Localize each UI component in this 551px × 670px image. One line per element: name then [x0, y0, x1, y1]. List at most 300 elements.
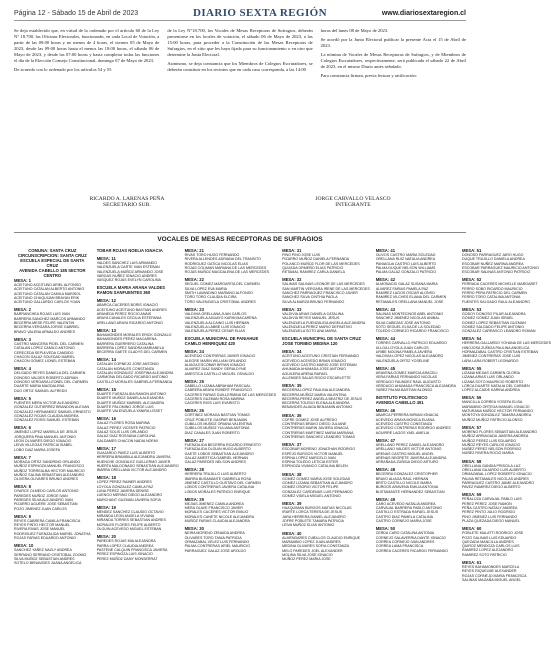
location-heading: ESCUELA ESPECIAL DE SANTA CRUZ	[20, 258, 85, 268]
vocal-name: PAREDES ROJAS MIA ALEJANDRA	[96, 539, 156, 544]
mesa-block	[185, 277, 276, 303]
location-heading: ESCUELA MARIA ARANA VALDES	[96, 285, 166, 291]
mesa-block	[185, 349, 276, 375]
vocal-name: CORREA CORNEJO IVAN ANDRES	[375, 539, 435, 544]
vocal-name: PEREZ ESPINOZA LUIS IGNACIO	[96, 552, 153, 557]
vocal-name: PASTENE CALQUIN FRANCISCA JAVIERA	[96, 547, 168, 552]
vocal-name: PALMA CONTRERAS ARIEL MAURICIO	[184, 544, 250, 549]
vocal-name: BECERRA LOPEZ PAULINA ALEJANDRA	[282, 388, 350, 393]
mesa-block	[282, 336, 370, 346]
location-heading: COMUNA: SANTA CRUZ	[28, 248, 77, 253]
vocal-name: MORALES FLORES FELIPE ALBERTO	[96, 522, 161, 527]
vocal-name: HERRERA GALLARDO YOHANA DE LAS MERCEDES	[462, 341, 551, 346]
vocal-name: CASTRO MANCERA PIDEL DEL CARMEN	[14, 341, 84, 346]
mesa-number: MESA: 53	[462, 306, 482, 312]
vocal-name: DUARTE PALOMINO JORGE LUIS	[96, 404, 154, 409]
vocal-name: GOMEZ GOMEZ JUAN ISRAEL	[462, 316, 514, 321]
intro-text	[14, 28, 466, 193]
vocal-name: PARRAGUEZ GALAZ JOSE AROLDO	[184, 548, 246, 553]
vocal-name: ALMONACID GALAZ SUSANA MARIA	[375, 282, 438, 287]
vocal-name: GALAZ PEREZ VICENTE PATRICIO	[96, 425, 156, 430]
mesa-number: MESA: 55	[462, 365, 482, 371]
mesa-block	[462, 366, 551, 392]
signature-role: SECRETARIO SUB.	[103, 202, 151, 208]
location-heading: TOBAR ROJAS NOELIA IGNACIA	[96, 248, 163, 253]
vocal-name: VERDUGO FAUNDEZ RAUL AUGUSTO	[375, 379, 441, 384]
vocal-name: RAMIREZ VILCHES ELIANA DEL CARMEN	[375, 295, 447, 300]
mesa-block	[376, 467, 456, 493]
location-heading: AVENIDA CABELLO 451	[375, 400, 424, 406]
mesa-number: MESA: 12	[96, 298, 117, 304]
vocal-name: LUNA PEREZ JAVIERA DENISE	[96, 488, 149, 493]
location-heading: RAMON SANFUENTES 360	[96, 290, 151, 296]
mesa-block	[14, 484, 91, 510]
vocal-name: ESPEJO BURGOS VICTOR MANUEL	[282, 451, 344, 456]
vocal-name: VALENZUELA CARTE IVAN ESTEBAN	[96, 265, 160, 270]
vocal-name: FUENTES SALGADO RAUL ALEJANDRO	[462, 299, 530, 304]
vocal-name: QUIROZ MENDOZA CARLOS LUIS	[462, 544, 520, 549]
vocal-name: VALENZUELA MUÑOZ ARMANDO JOSE	[96, 269, 164, 274]
vocal-name: SALINAS SALINAS LEONOR DE LAS MERCEDES	[282, 282, 365, 287]
vocal-name: MARAMBIO ORTEGA MANUEL IGNACIO	[462, 404, 530, 409]
vocal-name: GOMEZ SALGADO FELIPE ANTONIO	[462, 324, 525, 329]
vocal-name: DONOSO VALDES ROBERTO ADRIAN	[14, 375, 78, 380]
vocal-name: VALENZUELA PEREZ MARIO DEFINITIVO	[282, 324, 352, 329]
mesa-block	[462, 425, 551, 456]
vocal-name: HERRERA TRUJILLO LUIS ALBERTO	[184, 472, 247, 477]
vocal-name: CABELLO LIZANA ABRAHAM PASCUAL	[184, 383, 251, 388]
vocal-name: GALAZ AMESTICA GABRIEL HERNAN	[184, 455, 249, 460]
intro-paragraph: Para constancia firman, previa lectura y ratificación:	[320, 73, 417, 78]
vocal-name: AMESTICA CASTILLO MIGUEL OSVALDO	[184, 371, 254, 376]
vocal-name: PARRA LOPEZ CLAUDIA ANDREA	[96, 543, 154, 548]
vocal-name: PANIAGUA CASTRO LUIS ALBERTO	[375, 261, 437, 266]
location-heading: CAMILO HENRIQUEZ 420	[184, 341, 236, 347]
mesa-block	[14, 337, 91, 363]
vocal-name: BARRERA LOPEZ SANDRA MARIANELA	[96, 345, 165, 350]
vocal-name: MUÑOZ SALINA SEBASTIAN ALEJANDRO	[14, 472, 85, 477]
mesa-block	[97, 475, 179, 501]
vocal-name: URIBE MOLINA PAMELA JAVIERA	[375, 350, 433, 355]
vocal-name: VASQUEZ ROJAS EVELYN CAROLINA	[96, 278, 161, 283]
vocal-name: BURGOS ARAVENA EMILIA ANTONIA	[375, 485, 439, 490]
vocal-name: COFRE GOMEZ JOSE ALFREDO	[282, 417, 338, 422]
mesa-number: MESA: 23	[184, 306, 204, 312]
vocal-name: ACEITUNO GALLARDO CARLOS YOAN	[14, 300, 81, 305]
mesa-block	[376, 526, 456, 552]
vocal-name: BUSTAMANTE HERNANDEZ SEBASTIAN	[375, 489, 445, 494]
mesa-number: MESA: 59	[462, 492, 482, 498]
mesa-number: MESA: 56	[462, 395, 482, 401]
location-heading: JOSE TORIBIO MEDINA 120	[282, 341, 338, 347]
vocal-name: HUAQUIMAN BURGOS MATIAS NICOLAS	[282, 506, 352, 511]
vocal-name: CHACON GALAZ SOLEDAD MARIEL	[14, 354, 75, 359]
vocal-name: ESCOBAR NUÑEZ MARINA ANDREA	[462, 261, 524, 266]
mesa-block	[14, 396, 91, 422]
vocal-name: PEREZ PINTO JULIO RODRIGO	[462, 510, 516, 515]
mesa-block	[14, 278, 91, 304]
vocal-name: ARANEDA PEREZ ROCIO ANAIS	[96, 312, 152, 317]
vocal-name: GALAZ FLORES ROSA MARINA	[96, 421, 150, 426]
vocal-name: VALDIVIA ARIAS DANIELA CATALINA	[282, 311, 344, 316]
vocal-name: JIMENEZ LOPEZ MARIELA DE JESUS	[14, 430, 78, 435]
vocal-name: BARRERA SANCHEZ MARCOS ARMANDO	[14, 316, 86, 321]
mesa-block	[97, 534, 179, 560]
mesa-number: MESA: 32	[282, 277, 302, 283]
vocal-name: MONTOYA GONZALEZ TAMARA ANDREA	[462, 413, 532, 418]
vocal-name: RETAMALES ORELLANA MANUEL JOSE	[375, 299, 444, 304]
mesa-number: MESA: 58	[462, 458, 482, 464]
vocal-name: LOBOS CONTRERAS JAVIERA CATALINA	[184, 485, 255, 490]
mesa-block	[97, 446, 179, 472]
vocal-name: LOBO DIAZ MARIA JOSEFA	[14, 447, 61, 452]
intro-paragraph: horas del lunes 08 de Mayo de 2023.	[320, 28, 389, 33]
vocal-name: GODOY DONOSO PILAR ALEJANDRA	[462, 311, 526, 316]
vocal-name: MORAGA ORTIZ SANDRINO ORLANDO	[14, 459, 81, 464]
vocal-name: MORENO FLORES SEBASTIAN ALEJANDRO	[462, 429, 538, 434]
mesa-number: MESA: 38	[282, 471, 302, 477]
mesa-number: MESA: 17	[96, 445, 117, 451]
mesa-number: MESA: 2	[14, 307, 31, 313]
mesa-number: MESA: 36	[282, 412, 302, 418]
vocal-name: ARAYA CANALES CECILIA ESTEFANIA	[96, 316, 162, 321]
intro-column-3	[321, 28, 466, 193]
mesa-block	[185, 248, 276, 274]
vocal-name: CARO ACEVEDO NATALIA ANDREA	[375, 501, 436, 506]
vocal-name: ESPINA TOLEDO LETICIA ESTER	[282, 460, 339, 465]
mesa-block	[97, 387, 179, 413]
mesa-number: MESA: 60	[462, 526, 482, 532]
vocal-name: MEJIAS JIMENEZ CAMILA ANDREA	[184, 501, 244, 506]
vocal-name: MUÑOZ ESPINOZA MANUEL FRANCISCO	[14, 464, 85, 469]
vocal-name: BENAVIDES ALIAGA BENJAMIN ANTONIO	[282, 405, 353, 410]
signature-block	[315, 196, 390, 218]
mesa-number: MESA: 20	[96, 534, 117, 540]
mesa-block	[185, 526, 276, 552]
vocal-name: LARA LARA ROBERT LEONARDO	[462, 358, 519, 363]
vocal-name: DUARTE VALENZUELA YANIRA LISSET	[96, 409, 163, 414]
mesa-number: MESA: 52	[462, 277, 482, 283]
vocal-name: ACEITUNO CHUQUIJAN BRAYAN ERIK	[14, 295, 80, 300]
vocal-name: NUÑEZ PEREZ NELSON RODRIGO	[462, 447, 522, 452]
vocal-name: ORELLANA GANDIA PRISCILA LUZ	[462, 463, 521, 468]
mesa-block	[282, 472, 370, 498]
mesa-number: MESA: 10	[14, 543, 34, 549]
vocal-name: ARRAÑADA ZUÑIGA DIEGO ARTURO	[375, 460, 439, 465]
mesa-block	[462, 248, 551, 274]
mesa-block	[185, 307, 276, 333]
mesa-block	[462, 277, 551, 303]
vocal-name: OLGUIN ACEVEDO MIGUEL ESTEBAN	[96, 527, 162, 532]
vocal-name: CONTRERAS MARIN JAVIERA IGNACIA	[282, 426, 349, 431]
vocal-name: GALAZ PAREDES NELSON ANDRES	[184, 460, 246, 465]
vocal-name: AGUILERA ARENA RAFAEL	[282, 371, 328, 376]
vocal-name: YAÑEZ PALMA BASTIAN ALONSO	[375, 388, 433, 393]
vocal-name: NUÑEZ RIVERA ROCIO MARIA	[462, 451, 514, 456]
mesa-number: MESA: 43	[375, 306, 396, 312]
vocal-name: ALVAREZ DIAZ SANDY GERALDYNE	[184, 367, 247, 372]
vocal-name: IRARTE LORCA TERESA DE JESUS	[282, 510, 343, 515]
vocal-name: FERRO PERA PATRICIO DEL CARMEN	[462, 291, 528, 296]
vocal-name: ORMAZABAL LOPEZ ROBERTO IGNACIO	[462, 472, 532, 477]
vocal-name: PIZARRO MUÑOZ DANIELA FERNANDA	[282, 257, 350, 262]
mesa-number: MESA: 44	[375, 336, 396, 342]
vocal-name: BARRANCHEA ROJAS LUIS IVAN	[14, 312, 70, 317]
vocal-name: REYES RIQUELME ALEXANDER	[462, 569, 517, 574]
vocal-name: VALDIVIA REYES MANUEL JESUS	[282, 316, 340, 321]
vocal-name: PALMA GALAZ GONZALO PATRICIO	[375, 270, 437, 275]
mesa-number: MESA: 4	[14, 366, 31, 372]
vocal-name: CASTRO CORNEJO MARIA JOSE	[375, 519, 432, 524]
mesa-block	[376, 395, 456, 405]
vocal-name: PAVEZ RAMIREZ DIEGO ALBERTO	[462, 485, 521, 490]
vocal-name: DUO ORTIZ SAMUEL ALFREDO	[14, 388, 68, 393]
vocal-name: ARELLANO PEREZ DANIEL ALEJANDRO	[375, 442, 445, 447]
mesa-number: MESA: 26	[184, 408, 204, 414]
mesa-block	[185, 408, 276, 434]
mesa-block	[185, 497, 276, 523]
vocal-name: MUÑOZ PEREZ MARIA JOSE	[282, 557, 331, 562]
vocal-name: PARRAGUEZ CASTRO JAIME ALEJANDRO	[462, 480, 535, 485]
mesa-number: MESA: 54	[462, 336, 482, 342]
mesa-number: MESA: 3	[14, 336, 31, 342]
vocal-name: CORREA LAMA FRANCISCA	[375, 544, 424, 549]
vocal-name: SOTELO BENAVIDES JUANA ANGELICA	[14, 561, 82, 566]
mesa-block	[462, 459, 551, 490]
vocal-name: GONZALEZ ROJAS CLAUDIA ANDREA	[14, 413, 79, 418]
vocal-name: CASTRO DIAZ PAMELA CATALINA	[375, 514, 434, 519]
vocal-name: QUEZADA MANCILLA ANDRES	[462, 539, 514, 544]
vocal-name: RODRIGUEZ GATICA NICOLAS ELIAS	[184, 261, 249, 266]
list-column	[282, 248, 370, 664]
vocal-name: ARELLANO VALDES VICTOR ANTONIO	[375, 447, 442, 452]
mesa-number: MESA: 8	[14, 484, 31, 490]
vocal-name: LUENGO MERINO DIEGO ALEJANDRO	[96, 493, 163, 498]
mesa-block	[185, 467, 276, 493]
vocal-name: BECERRA MESE FELIPE VALENTIN	[14, 321, 75, 326]
location-heading: ESCUELA MUNICIPAL DE PANIAHUE	[184, 336, 259, 342]
vocal-name: ESPINA LOPEZ MARCELO IVAN	[282, 455, 336, 460]
vocal-name: ORELLANA RUIZ NATALIA ANDREA	[375, 257, 436, 262]
vocal-name: PAREDES MUÑOZ JORGE IVAN	[14, 493, 68, 498]
mesa-block	[282, 501, 370, 527]
mesa-block	[282, 413, 370, 439]
vocal-name: ALVAREZ FARIAS PAMELA PAZ	[375, 286, 429, 291]
mesa-number: MESA: 49	[375, 496, 396, 502]
mesa-number: MESA: 11	[96, 256, 116, 261]
vocal-name: MUÑOZ MUÑOZ PATRICIO ALONSO	[462, 417, 523, 422]
vocal-name: VALENZUELA FUENZALIDA ANGELA ALEJANDRA	[282, 320, 366, 325]
vocal-name: DUQUE TRUJILLO DANIELA ANDREA	[462, 257, 525, 262]
mesa-number: MESA: 13	[96, 327, 117, 333]
intro-paragraph: Asimismo, se deja constancia que los Miembros de Colegios Escrutadores, se deberán constituir en los recintos que en cada caso corresponda, a las 14:00	[167, 61, 313, 72]
vocal-name: CASTILLO ESTRADA RAFAEL JESUS	[375, 510, 439, 515]
vocal-name: MOLINA SILVA JOSE IGNACIO	[282, 552, 333, 557]
mesa-block	[462, 395, 551, 421]
mesa-block	[185, 379, 276, 405]
vocal-name: ALEGRE MARIN WILLIAM ORLANDO	[184, 358, 247, 363]
vocal-name: CATALAN CORNEJO JOSE ANTONIO	[96, 362, 159, 367]
website-link[interactable]: www.diariosextaregion.cl	[381, 9, 466, 17]
mesa-number: MESA: 50	[375, 526, 396, 532]
mesa-number: MESA: 34	[282, 349, 302, 355]
vocal-name: JORQUERA PINA MANUEL ANTONIO	[14, 434, 76, 439]
vocal-name: PEÑA CASTRO NATALY ANDREA	[462, 506, 518, 511]
location-heading: INSTITUTO POLITECNICO	[375, 395, 428, 401]
vocal-name: GONZALEZ HERNANDEZ SAMUEL ERNESTO	[14, 409, 91, 414]
vocal-name: LIZAMA MEJIAS CARMEN GLORIA	[462, 370, 520, 375]
list-column	[185, 248, 276, 664]
mesa-block	[282, 307, 370, 333]
vocal-name: RIVERA ALLENDES ADRIANA DEL TRANSITO	[184, 257, 261, 262]
location-heading: ESCUELA MUNICIPAL DE SANTA CRUZ	[282, 336, 361, 342]
vocal-name: LORCA DUARTE NATALIA DEL CARMEN	[462, 383, 530, 388]
vocal-name: CORREA CACERES RICARDO FERNANDO	[375, 548, 449, 553]
vocal-name: ROJAS FARIAS EDUARDO ANTONIO	[14, 536, 76, 541]
vocal-name: IBARRA BUSAMANTE GABRIELA ROSA	[184, 476, 252, 481]
mesa-number: MESA: 40	[282, 530, 302, 536]
vocal-name: DUARTE MUÑOZ DANIELA ALEJANDRA	[96, 396, 164, 401]
vocal-name: SALINAS MONTECINOS ABEL ANTONIO	[375, 311, 444, 316]
vocal-name: DIAZ CANALES JUAN ROBERTO	[184, 430, 240, 435]
vocal-name: MARCHANT GUZMAN JAVIERA SOFIA	[96, 497, 161, 502]
signatures	[14, 196, 466, 218]
mesa-block	[376, 408, 456, 434]
vocal-name: GOMEZ LIZAMA SEBASTIAN ALEJANDRO	[282, 480, 353, 485]
vocal-name: DUARTE MARIA MAGDALENA	[14, 384, 65, 389]
vocal-name: TORRES CARVALLO PATRICIO EDUARDO	[375, 341, 447, 346]
vocal-name: CATALAN GONZALEZ JOSEFINA ALEJANDRA	[96, 371, 174, 376]
intro-paragraph: Se deja establecido que, en virtud de lo ordenado por el artículo 60 de la Ley N° 18.700, las Oficinas Electorales, funcionarán, en cada Local de Votación, a partir de las 09:00 horas y no menos de 4 horas, el viernes 05 de Mayo de 2023, desde las 09:00 horas hasta el menos las 18:00 horas, el sábado 06 de Mayo de 2023, y desde las 07:00 horas y hasta completar todas las funciones el día de la Elección Consejo Constitucional, domingo 07 de Mayo de 2023.	[14, 28, 160, 63]
vocal-name: GUAJARDO PAVEZ LUIS ALBERTO	[96, 450, 156, 455]
mesa-block	[462, 307, 551, 333]
vocal-name: ARENAS CASTRO MIGUEL ANGEL	[375, 451, 435, 456]
vocal-name: BRAVO VALENA ARNALDO ANDRES	[14, 329, 75, 334]
page-header	[14, 6, 466, 21]
mesa-block	[97, 248, 179, 253]
newspaper-brand: DIARIO SEXTA REGIÓN	[193, 7, 327, 19]
vocal-name: MUÑOZ PEREZ LUIS EDUARDO	[462, 438, 517, 443]
vocal-name: DONOSO PARRAGUEZ JARO HUGO	[462, 253, 524, 257]
vocal-name: CUBILLOS MUÑOZ ORIANA VALENTINA	[184, 422, 252, 427]
vocal-name: MORALES CACERES VICTOR EMILIO	[184, 510, 249, 515]
intro-column-2	[167, 28, 312, 193]
vocales-list	[14, 248, 551, 664]
mesa-number: MESA: 33	[282, 306, 302, 312]
vocal-name: JARA HERRERA DANIEL ALEJANDRO	[282, 514, 346, 519]
vocal-name: SILVA CABEZAS JOSE ANTONIO	[375, 320, 431, 325]
vocal-name: HUERTA MALDONADO SEBASTIAN ALEJANDRO	[96, 463, 179, 468]
vocal-name: MATURANA MUÑOZ HECTOR FERNANDO	[462, 409, 534, 414]
signature-role: INTEGRANTE	[335, 202, 371, 208]
vocal-name: SANCHEZ JIMENEZ NICOLAS ANIBAL	[375, 316, 440, 321]
vocal-name: RAMIREZ SOTO PATRICIO	[462, 552, 507, 557]
mesa-number: MESA: 51	[462, 248, 482, 253]
vocal-name: SALINAS MAGAÑA MIGUEL ANGEL	[462, 577, 522, 582]
vocal-name: ACEITUNO ACEITUNO BASTIAN ANDRES	[96, 307, 167, 312]
vocal-name: VALENZUELA LABBE LUIS IGNACIO	[184, 324, 246, 329]
mesa-block	[282, 531, 370, 562]
vocal-name: CONTRERAS BRAVO DIEGO JULIANE	[282, 422, 347, 427]
vocal-name: SAN MARTIN VERGARA IRENE DE LAS MERCEDES	[282, 286, 370, 291]
vocal-name: MUÑOZ FARIAS CLAUDIA ALEJANDRA	[184, 519, 250, 524]
mesa-block	[185, 336, 276, 346]
vocal-name: PINO JIMENEZ LUIS FERNANDO	[462, 514, 518, 519]
vocal-name: FUENZALIDA OLGUIN HUGO ALBERTO	[184, 447, 251, 452]
vocal-name: CARVAJAL BARRERA PABLO ANTONIO	[375, 506, 442, 511]
vocal-name: RIVERA RIVAS JOSE MANUEL	[14, 527, 66, 532]
vocal-name: REYES BAHAMONDES MARCELA	[462, 565, 520, 570]
vocal-name: GONZALEZ CARDENAS LUIS FERNANDO	[282, 489, 353, 494]
list-column	[462, 248, 551, 664]
vocal-name: CABRERA ARAYA ROBERT FRANCISCO	[184, 388, 253, 393]
vocal-name: SMITH LAVANDINO MARIANO ALFONSO	[184, 291, 253, 296]
vocal-name: GOMEZ GOMEZ MARIA JOSE SOLEDAD	[282, 476, 351, 481]
vocal-name: JIMENEZ CASTILLO GUSTAVO DEL CARMEN	[184, 480, 261, 485]
mesa-block	[97, 298, 179, 324]
vocal-name: IBARRA ORELLANA VICTOR ALEJANDRO	[96, 468, 167, 473]
vocal-name: GONZALEZ ROSSI SAMUEL ESTEBAN	[14, 418, 79, 423]
vocal-name: CORTINEZ MORAGA BASTIAN TOMAS	[184, 413, 250, 418]
vocal-name: CACERES RIOS LUIS EVARISTO	[184, 401, 240, 406]
vocal-name: ROJAS MUÑOZ MAGDALENA DE LAS MERCEDES	[184, 270, 270, 275]
vocal-name: VERDUGO AHUMADA FRANCISCA ALEJANDRA	[375, 383, 456, 388]
mesa-number: MESA: 42	[375, 277, 396, 283]
vocal-name: DUARTE FUENZALIDA RAMON ANTONIO	[96, 391, 167, 396]
vocal-name: ALIAGA ESCOBAR BRYAN IGNACIO	[184, 363, 246, 368]
vocal-name: FUENZALIDA BECERRA RICARDO ERNESTO	[184, 442, 261, 447]
vocal-name: ACEITUNO CATALAN ALBERTO ANTONIO	[14, 287, 85, 292]
mesa-number: MESA: 7	[14, 454, 31, 460]
vocal-name: CERDA CARO CATALINA ANTONIA	[375, 531, 435, 536]
vocal-name: CASTILLO MORALES GABRIELA FERNANDA	[96, 379, 173, 384]
vocal-name: CACERES FARIAS GUILLERMINA DE LAS MERCEDES	[184, 392, 277, 397]
mesa-block	[97, 505, 179, 531]
vocal-name: FERRO TORO CATALINA ANTONIA	[462, 295, 521, 300]
mesa-number: MESA: 29	[184, 496, 204, 502]
vocal-name: PEREZ PEREZ JOSE RAMON	[462, 501, 512, 506]
vocal-name: MUÑOZ ARRIAGADA JAVIERA ANDREA	[462, 434, 529, 439]
mesa-block	[462, 526, 551, 557]
vocal-name: BECERRA PEREZ ANGELA BEATRIZ DE JESUS	[282, 396, 362, 401]
mesa-number: MESA: 47	[375, 437, 396, 443]
vocal-name: POLANCO MUÑOZ FLOR DE LAS MERCEDES	[282, 261, 360, 266]
vocal-name: CACERES GUZMAN ROSA MARINA	[184, 396, 245, 401]
vocal-name: SEGUEL GOMEZ MARGARITA DEL CARMEN	[184, 282, 260, 287]
vocal-name: SILVA LOPEZ EVA MARIA	[184, 286, 227, 291]
mesa-number: MESA: 1	[14, 278, 31, 283]
vocal-name: PALMA DUQUE NELSON WILLIAMS	[375, 265, 436, 270]
vocal-name: RAMIREZ LOPEZ ALEJANDRO	[462, 548, 514, 553]
vocal-name: POBLETE MULATTI RODRIGO JOSE	[462, 531, 524, 536]
mesa-number: MESA: 46	[375, 408, 396, 414]
list-column	[97, 248, 179, 664]
mesa-number: MESA: 16	[96, 416, 117, 422]
intro-paragraph: La nómina de Vocales de Mesas Receptoras de Sufragios, y de Miembros de Colegios Escrutadores, respectivamente, será publicada el sábado 22 de Abril de 2023, en el mismo Diario antes señalado.	[320, 52, 466, 69]
vocal-name: REYES PINTO HECTOR MANUEL	[14, 523, 71, 528]
vocal-name: RAMIREZ LAGOS OSCAR ALONSO	[375, 291, 435, 296]
vocal-name: GOMEZ OSORIO VICTOR FELIPE	[282, 485, 339, 490]
vocal-name: CATALAN MORALES CONSTANZA	[96, 366, 155, 371]
vocal-name: ESPINOZA VIVANCO CATALINA BELEN	[282, 464, 348, 469]
mesa-block	[376, 438, 456, 464]
vocal-name: ARAVENA GOMEZ MARCIA ARACELI	[375, 370, 438, 375]
vocal-name: SANCHEZ PARRAGUEZ FRANCISCO JAVIER	[282, 291, 358, 296]
mesa-block	[376, 366, 456, 392]
vocal-name: JIMENEZ CONTRERAS JOSE LUIS	[462, 354, 521, 359]
vocal-name: GOMEZ VIDELA MIGUEL ANTONIO	[282, 493, 341, 498]
mesa-block	[282, 383, 370, 409]
